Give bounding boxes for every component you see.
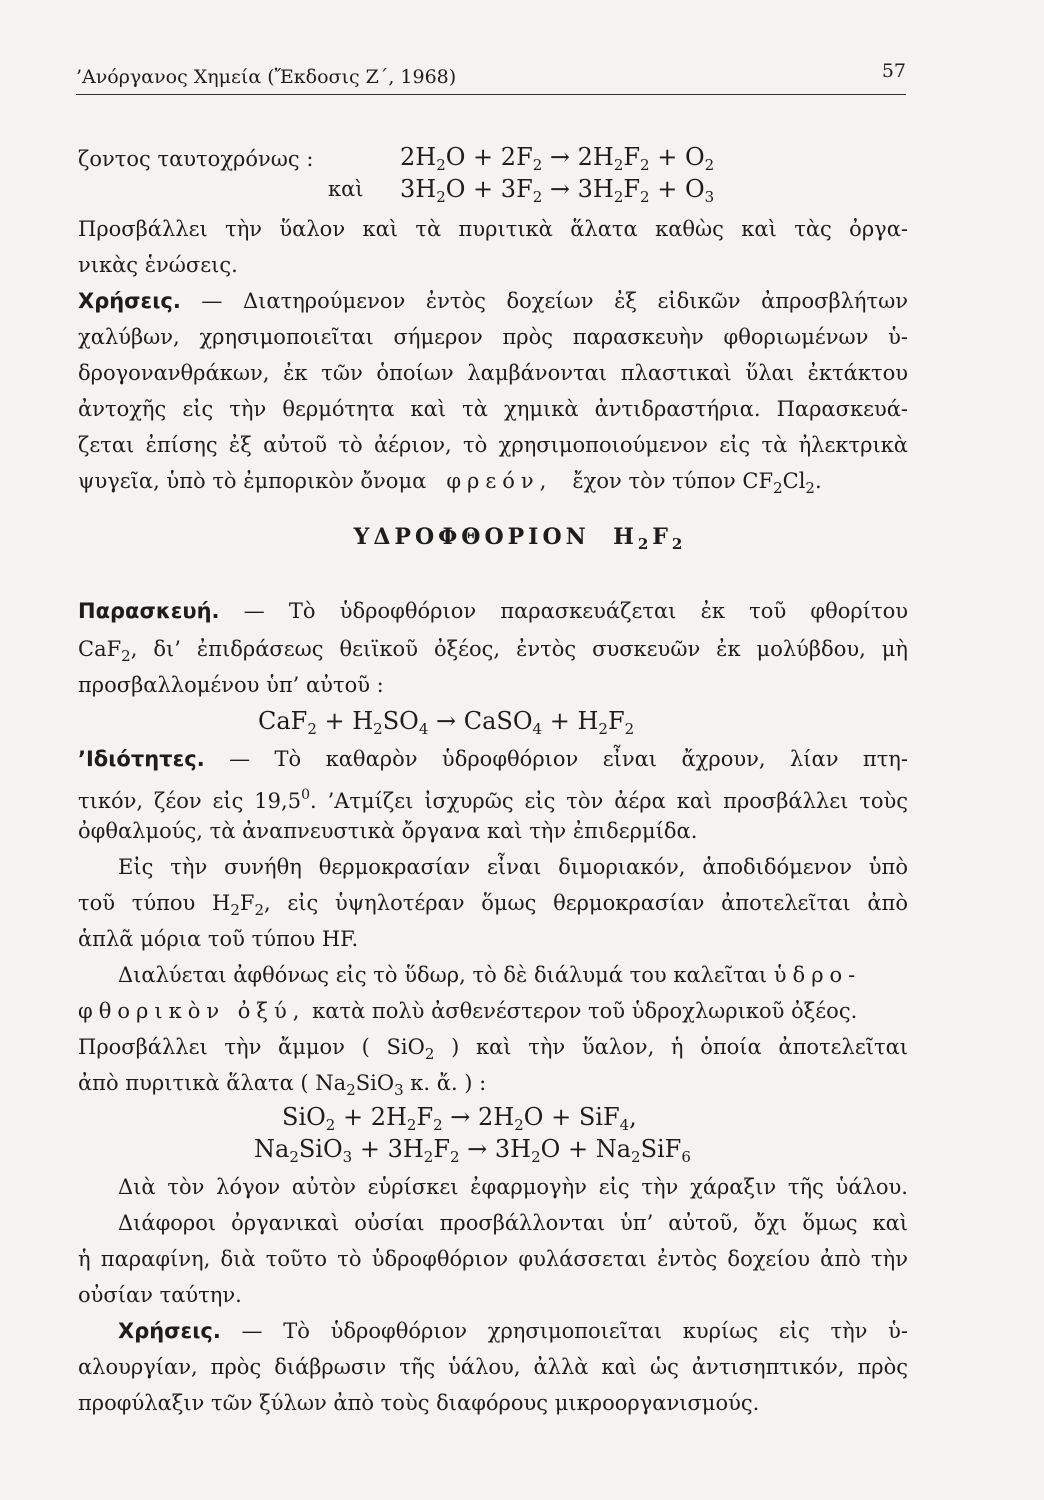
- equation-3: $CaF_2 + H_2SO_4$ → CaSO$_4$ + $H_2F_2$: [258, 707, 635, 738]
- para2-line1: Διὰ τὸν λόγον αὐτὸν εὑρίσκει ἐφαρμογὴν εἰς τὴν χάραξιν τῆς ὑάλου.: [118, 1175, 908, 1199]
- uses1-line5: ζεται ἐπίσης ἐξ αὐτοῦ τὸ ἀέριον, τὸ χρησιμοποιούμενον εἰς τὰ ἠλεκτρικὰ: [78, 433, 908, 457]
- prep-line2: CaF$_2$, δι’ ἐπιδράσεως θειϊκοῦ ὀξέος, ἐντὸς συσκευῶν ἐκ μολύβδου, μὴ: [78, 637, 908, 665]
- props-line10: ἀπὸ πυριτικὰ ἅλατα ( $Na_2SiO_3$ κ. ἄ. ) :: [78, 1071, 487, 1099]
- equation-4: $SiO_2 + 2H_2F_2 \to 2H_2O + SiF_4$,: [282, 1103, 637, 1134]
- props-line5: τοῦ τύπου $H_2F_2$, εἰς ὑψηλοτέραν ὅμως θερμοκρασίαν ἀποτελεῖται ἀπὸ: [78, 891, 908, 919]
- uses1-line2: χαλύβων, χρησιμοποιεῖται σήμερον πρὸς παρασκευὴν φθοριωμένων ὑ-: [78, 325, 908, 349]
- freon-term: φρεόν,: [446, 469, 553, 493]
- eq1-lead: ζοντος ταυτοχρόνως :: [78, 147, 314, 171]
- prep-line3: προσβαλλομένου ὑπ’ αὐτοῦ :: [78, 673, 384, 697]
- equation-2: $3H_2O + 3F_2 \to 3H_2F_2 + O_3$: [400, 175, 715, 206]
- equation-1: $2H_2O + 2F_2 \to 2H_2F_2 + O_2$: [400, 143, 715, 174]
- props-label: ’Ιδιότητες.: [78, 747, 205, 771]
- uses1-line3: δρογονανθράκων, ἐκ τῶν ὁποίων λαμβάνονται πλαστικαὶ ὕλαι ἐκτάκτου: [78, 361, 908, 385]
- equation-5: $Na_2SiO_3 + 3H_2F_2 \to 3H_2O + Na_2SiF_6$: [254, 1135, 691, 1166]
- prep-label: Παρασκευή.: [78, 599, 220, 623]
- page-number: 57: [881, 60, 906, 82]
- props-line6: ἁπλᾶ μόρια τοῦ τύπου HF.: [78, 927, 359, 951]
- props-line3: ὀφθαλμούς, τὰ ἀναπνευστικὰ ὄργανα καὶ τὴν ἐπιδερμίδα.: [78, 819, 698, 843]
- prep-line1: Παρασκευή. — Τὸ ὑδροφθόριον παρασκευάζεται ἐκ τοῦ φθορίτου: [78, 599, 908, 623]
- uses1-line1: Χρήσεις. — Διατηρούμενον ἐντὸς δοχείων ἐξ εἰδικῶν ἀπροσβλήτων: [78, 289, 908, 313]
- uses1-line6: ψυγεῖα, ὑπὸ τὸ ἐμπορικὸν ὄνομα φρεόν, ἔχον τὸν τύπον $CF_2Cl_2$.: [78, 469, 822, 497]
- eq2-kai: καὶ: [328, 177, 364, 201]
- props-line8: φθορικὸν ὀξύ, κατὰ πολὺ ἀσθενέστερον τοῦ ὑδροχλωρικοῦ ὀξέος.: [78, 999, 858, 1023]
- props-line9: Προσβάλλει τὴν ἄμμον ( SiO$_2$ ) καὶ τὴν ὕαλον, ἡ ὁποία ἀποτελεῖται: [78, 1035, 908, 1063]
- para2-line3: ἡ παραφίνη, διὰ τοῦτο τὸ ὑδροφθόριον φυλάσσεται ἐντὸς δοχείου ἀπὸ τὴν: [78, 1247, 908, 1271]
- uses2-line1: Χρήσεις. — Τὸ ὑδροφθόριον χρησιμοποιεῖται κυρίως εἰς τὴν ὑ-: [118, 1319, 908, 1343]
- uses1-label: Χρήσεις.: [78, 289, 181, 313]
- props-line7: Διαλύεται ἀφθόνως εἰς τὸ ὕδωρ, τὸ δὲ διάλυμά του καλεῖται ὑδρο-: [118, 963, 862, 987]
- para1-line2: νικὰς ἑνώσεις.: [78, 253, 238, 277]
- uses2-line2: αλουργίαν, πρὸς διάβρωσιν τῆς ὑάλου, ἀλλὰ καὶ ὡς ἀντισηπτικόν, πρὸς: [78, 1355, 908, 1379]
- running-header: [76, 62, 906, 95]
- uses2-label: Χρήσεις.: [118, 1319, 221, 1343]
- uses1-line4: ἀντοχῆς εἰς τὴν θερμότητα καὶ τὰ χημικὰ ἀντιδραστήρια. Παρασκευά-: [78, 397, 908, 421]
- props-line1: ’Ιδιότητες. — Τὸ καθαρὸν ὑδροφθόριον εἶναι ἄχρουν, λίαν πτη-: [78, 747, 908, 771]
- uses2-line3: προφύλαξιν τῶν ξύλων ἀπὸ τοὺς διαφόρους μικροοργανισμούς.: [78, 1391, 760, 1415]
- para1-line1: Προσβάλλει τὴν ὕαλον καὶ τὰ πυριτικὰ ἅλατα καθὼς καὶ τὰς ὀργα-: [78, 217, 908, 241]
- header-title: ’Ανόργανος Χημεία (Ἔκδοσις Ζ΄, 1968): [76, 66, 457, 88]
- props-line4: Εἰς τὴν συνήθη θερμοκρασίαν εἶναι διμοριακόν, ἀποδιδόμενον ὑπὸ: [118, 855, 908, 879]
- para2-line4: οὐσίαν ταύτην.: [78, 1283, 242, 1307]
- para2-line2: Διάφοροι ὀργανικαὶ οὐσίαι προσβάλλονται ὑπ’ αὐτοῦ, ὄχι ὅμως καὶ: [118, 1211, 908, 1235]
- props-line2: τικόν, ζέον εἰς 19,5$^0$. ’Ατμίζει ἰσχυρῶς εἰς τὸν ἀέρα καὶ προσβάλλει τοὺς: [78, 787, 909, 813]
- section-heading: ΥΔΡΟΦΘΟΡΙΟΝ $H_2F_2$: [353, 524, 687, 553]
